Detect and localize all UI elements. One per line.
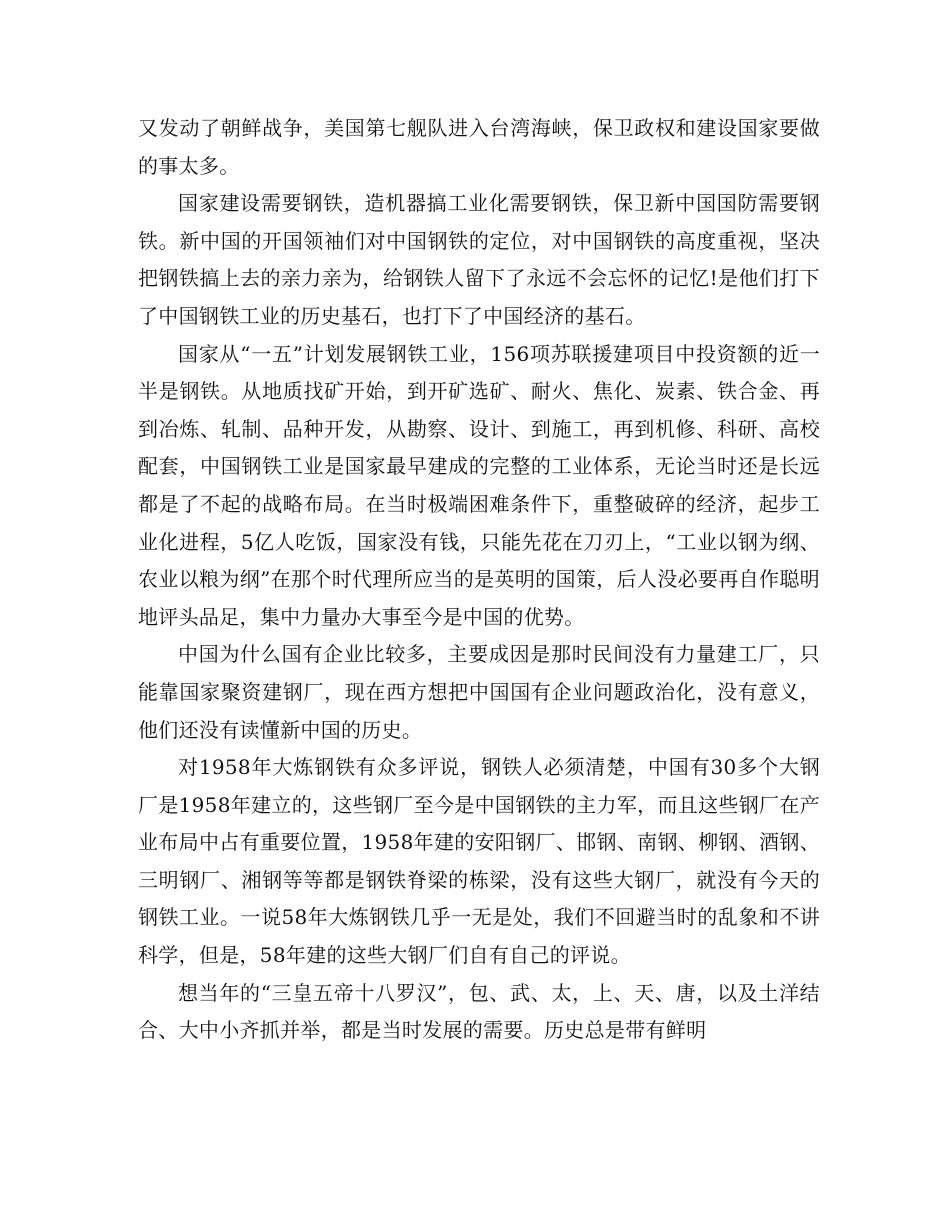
document-page <box>138 110 820 1050</box>
paragraph-korean-war-continuation: 又发动了朝鲜战争，美国第七舰队进入台湾海峡，保卫政权和建设国家要做的事太多。 <box>138 116 820 178</box>
paragraph-steel-national-need: 国家建设需要钢铁，造机器搞工业化需要钢铁，保卫新中国国防需要钢铁。新中国的开国领袖们对中国钢铁的定位，对中国钢铁的高度重视，坚决把钢铁搞上去的亲力亲为，给钢铁人留下了永远不会忘怀的记忆!是他们打下了中国钢铁工业的历史基石，也打下了中国经济的基石。 <box>138 191 820 328</box>
paragraph-first-five-year-plan: 国家从“一五”计划发展钢铁工业，156项苏联援建项目中投资额的近一半是钢铁。从地质找矿开始，到开矿选矿、耐火、焦化、炭素、铁合金、再到冶炼、轧制、品种开发，从勘察、设计、到施工，再到机修、科研、高校配套，中国钢铁工业是国家最早建成的完整的工业体系，无论当时还是长远都是了不起的战略布局。在当时极端困难条件下，重整破碎的经济，起步工业化进程，5亿人吃饭，国家没有钱，只能先花在刀刃上，“工业以钢为纲、农业以粮为纲”在那个时代理所应当的是英明的国策，后人没必要再自作聪明地评头品足，集中力量办大事至今是中国的优势。 <box>138 341 820 629</box>
paragraph-historical-needs: 想当年的“三皇五帝十八罗汉”，包、武、太，上、天、唐，以及土洋结合、大中小齐抓并举，都是当时发展的需要。历史总是带有鲜明 <box>138 980 820 1043</box>
paragraph-1958-steel-campaign: 对1958年大炼钢铁有众多评说，钢铁人必须清楚，中国有30多个大钢厂是1958年建立的，这些钢厂至今是中国钢铁的主力军，而且这些钢厂在产业布局中占有重要位置，1958年建的安阳钢厂、邯钢、南钢、柳钢、酒钢、三明钢厂、湘钢等等都是钢铁脊梁的栋梁，没有这些大钢厂，就没有今天的钢铁工业。一说58年大炼钢铁几乎一无是处，我们不回避当时的乱象和不讲科学，但是，58年建的这些大钢厂们自有自己的评说。 <box>138 755 820 968</box>
paragraph-state-owned-enterprises: 中国为什么国有企业比较多，主要成因是那时民间没有力量建工厂，只能靠国家聚资建钢厂，现在西方想把中国国有企业问题政治化，没有意义，他们还没有读懂新中国的历史。 <box>138 642 820 742</box>
